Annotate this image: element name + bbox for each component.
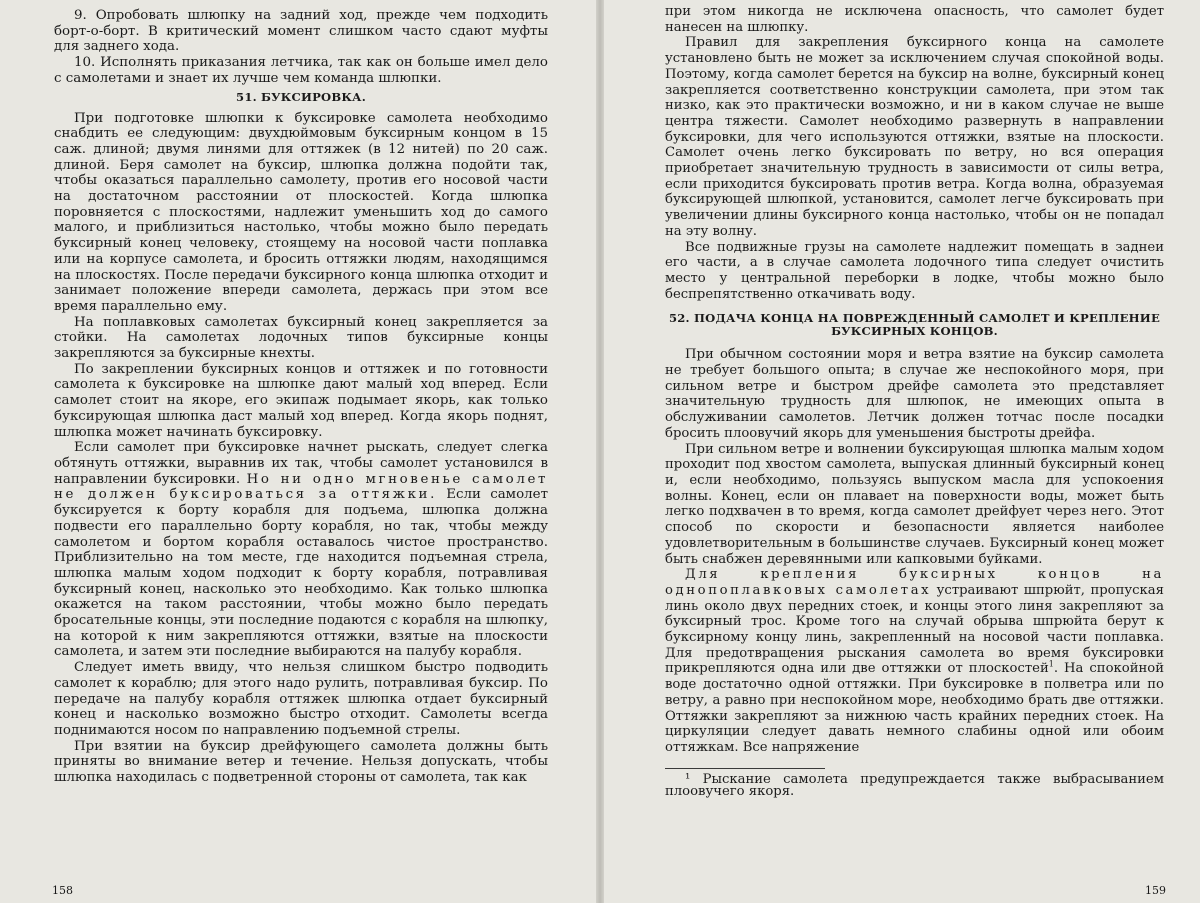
footnote-mark: 1 (1048, 660, 1054, 670)
text-run: . На спокойной воде достаточно одной оттяжки. При буксировке в полветра или по ветру, а равно при неспокойном море, необходимо брать две оттяжки. Оттяжки закрепляют за нижнюю часть крайних передних стоек. На циркуляции следует давать немного слабины одной или обоим оттяжкам. Все напряжение (665, 661, 1165, 755)
section-title-line: БУКСИРНЫХ КОНЦОВ. (831, 324, 998, 339)
paragraph: Правил для закрепления буксирного конца на самолете установлено быть не может за исключением случая спокойной воды. Поэтому, когда самолет берется на буксир на волне, буксирный конец закрепляется соответственно конструкции самолета, при этом так низко, как это практически возможно, и ни в каком случае не выше центра тяжести. Самолет необходимо развернуть в направлении буксировки, для чего используются оттяжки, взятые на плоскости. Самолет очень легко буксировать по ветру, но вся операция приобретает значительную трудность в зависимости от силы ветра, если приходится буксировать против ветра. Когда волна, образуемая буксирующей шлюпкой, установится, самолет легче буксировать при увеличении длины буксирного конца настолько, чтобы он не попадал на эту волну. (665, 35, 1164, 239)
page-number: 158 (52, 884, 73, 897)
paragraph: По закреплении буксирных концов и оттяжек и по готовности самолета к буксировке на шлюпке дают малый ход вперед. Если самолет стоит на якоре, его экипаж подымает якорь, как только буксирующая шлюпка даст малый ход вперед. Когда якорь поднят, шлюпка может начинать буксировку. (54, 361, 548, 440)
text-run: Если самолет при буксировке начнет рыскать, следует слегка обтянуть оттяжки, выравнив их так, чтобы самолет установился в направлении буксировки. (54, 440, 548, 487)
footnote: ¹ Рыскание самолета предупреждается также выбрасыванием плоовучего якоря. (665, 771, 1164, 799)
paragraph: Следует иметь ввиду, что нельзя слишком быстро подводить самолет к кораблю; для этого надо рулить, потравливая буксир. По передаче на палубу корабля оттяжек шлюпка отдает буксирный конец и насколько возможно быстро отходит. Самолеты всегда поднимаются носом по направлению подъемной стрелы. (54, 660, 548, 738)
paragraph-fastening (665, 567, 1164, 755)
paragraph: При подготовке шлюпки к буксировке самолета необходимо снабдить ее следующим: двухдюймовым буксирным концом в 15 саж. длиной; двумя линями для оттяжек (в 12 нитей) по 20 саж. длиной. Беря самолет на буксир, шлюпка должна подойти так, чтобы оказаться параллельно самолету, против его носовой части на достаточном расстоянии от плоскостей. Когда шлюпка поровняется с плоскостями, надлежит уменьшить ход до самого малого, и приблизиться настолько, чтобы можно было передать буксирный конец человеку, стоящему на носовой части поплавка или на корпусе самолета, и бросить оттяжки людям, находящимся на плоскостях. После передачи буксирного конца шлюпка отходит и занимает положение впереди самолета, держась при этом все время параллельно ему. (54, 110, 548, 314)
paragraph: На поплавковых самолетах буксирный конец закрепляется за стойки. На самолетах лодочных типов буксирные концы закрепляются за буксирные кнехты. (54, 314, 548, 362)
section-title (665, 312, 1164, 338)
right-page (600, 0, 1200, 903)
text-run: Если самолет буксируется к борту корабля для подъема, шлюпка должна подвести его параллельно борту корабля, но так, чтобы между самолетом и бортом корабля оставалось чистое пространство. Приблизительно на том месте, где находится подъемная стрела, шлюпка малым ходом подходит к борту корабля, потравливая буксирный конец, насколько это необходимо. Как только шлюпка окажется на таком расстоянии, чтобы можно было передать бросательные концы, эти последние подаются с корабля на шлюпку, на которой к ним закрепляются оттяжки, взятые на плоскости самолета, и затем эти последние выбираются на палубу корабля. (54, 487, 548, 660)
paragraph-drift (54, 440, 548, 660)
paragraph: При обычном состоянии моря и ветра взятие на буксир самолета не требует большого опыта; в случае же неспокойного моря, при сильном ветре и быстром дрейфе самолета это представляет значительную трудность для шлюпок, не имеющих опыта в обслуживании самолетов. Летчик должен тотчас после посадки бросить плоовучий якорь для уменьшения быстроты дрейфа. (665, 347, 1164, 441)
paragraph: При сильном ветре и волнении буксирующая шлюпка малым ходом проходит под хвостом самолета, выпуская длинный буксирный конец и, если необходимо, пользуясь выпуском масла для успокоения волны. Конец, если он плавает на поверхности воды, может быть легко подхвачен в то время, когда самолет дрейфует через него. Этот способ по скорости и безопасности является наиболее удовлетворительным в большинстве случаев. Буксирный конец может быть снабжен деревянными или капковыми буйками. (665, 441, 1164, 567)
page-number: 159 (1145, 884, 1166, 897)
paragraph: 9. Опробовать шлюпку на задний ход, прежде чем подходить борт-о-борт. В критический момент слишком часто сдают муфты для заднего хода. (54, 8, 548, 55)
paragraph: 10. Исполнять приказания летчика, так как он больше имел дело с самолетами и знает их лучше чем команда шлюпки. (54, 55, 548, 86)
section-title-line: 52. ПОДАЧА КОНЦА НА ПОВРЕЖДЕННЫЙ САМОЛЕТ И КРЕПЛЕНИЕ (668, 311, 1160, 326)
book-gutter (596, 0, 604, 903)
section-title: 51. БУКСИРОВКА. (236, 89, 366, 104)
footnote-rule (665, 768, 825, 769)
emphasized-text: Для крепления буксирных концов на однопоплавковых самолетах (665, 567, 1164, 598)
paragraph: при этом никогда не исключена опасность, что самолет будет нанесен на шлюпку. (665, 4, 1164, 35)
emphasized-text: Но ни одно мгновенье самолет не должен буксироваться за оттяжки. (54, 471, 548, 503)
paragraph: При взятии на буксир дрейфующего самолета должны быть приняты во внимание ветер и течение. Нельзя допускать, чтобы шлюпка находилась с подветренной стороны от самолета, так как (54, 738, 548, 786)
paragraph: Все подвижные грузы на самолете надлежит помещать в заднеи его части, а в случае самолета лодочного типа следует очистить место у центральной переборки в лодке, чтобы можно было беспрепятственно откачивать воду. (665, 239, 1164, 302)
text-run: устраивают шпрюйт, пропуская линь около двух передних стоек, и концы этого линя закрепляют за буксирный трос. Кроме того на случай обрыва шпрюйта берут к буксирному концу линь, закрепленный на носовой части поплавка. Для предотвращения рыскания самолета во время буксировки прикрепляются одна или две оттяжки от плоскостей (665, 582, 1164, 677)
